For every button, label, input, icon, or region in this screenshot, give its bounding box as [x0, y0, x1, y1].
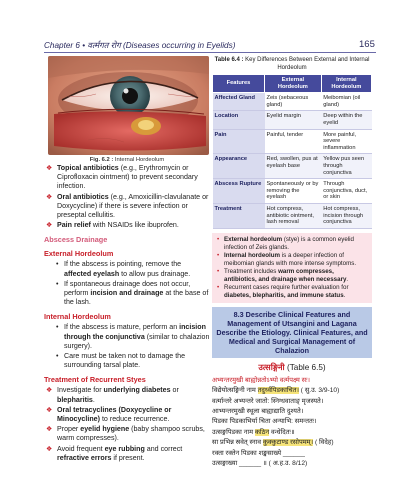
verse-highlight: कुक्कुटाण्ड रसोपमम्। — [262, 439, 314, 447]
summary-item — [216, 236, 368, 252]
verse-line: रक्ता रक्तेन पिडका शङ्खसाख्ये ______ — [212, 449, 305, 457]
table-row — [213, 154, 372, 179]
item-bold: blepharitis — [57, 395, 93, 404]
list-item — [44, 164, 210, 192]
bullet-dot-icon: • — [56, 323, 59, 332]
summary-item — [216, 284, 368, 300]
item-text: (e.g., Amoxicillin-clavulanate or Doxycycline) if there is severe infection or preseptal cellulitis. — [57, 192, 209, 220]
item-bold: warm compresses, antibiotics, and drainage when necessary — [224, 267, 347, 283]
running-header — [44, 40, 235, 51]
item-text: . — [346, 275, 349, 283]
table-label: Table 6.4 : — [214, 57, 244, 63]
table-cell: Red, swollen, pus at eyelash base — [265, 154, 322, 179]
list-item — [44, 445, 210, 463]
item-lead: Oral antibiotics — [57, 192, 109, 201]
table-cell: Yellow pus seen through conjunctiva — [321, 154, 371, 179]
verse-text: वन्धेदितः॥ — [269, 428, 295, 436]
diamond-bullet-icon: ❖ — [46, 426, 53, 434]
item-text: and correct — [144, 444, 183, 453]
table-cell: More painful, severe inflammation — [321, 129, 371, 154]
right-column — [212, 56, 372, 469]
list-item — [44, 425, 210, 443]
bullet-dot-icon: • — [56, 279, 59, 288]
item-bold: affected eyelash — [64, 269, 120, 278]
list-item — [44, 323, 210, 351]
list-item — [44, 352, 210, 370]
chapter-label: Chapter 6 — [44, 41, 80, 50]
bullet-dot-icon: • — [217, 251, 220, 259]
item-text: If the abscess is pointing, remove the — [64, 260, 182, 269]
verse-text: सा प्रभिन्न स्रवेत् स्नाव — [212, 439, 263, 447]
table-reference: (Table 6.5) — [286, 362, 326, 372]
deva-heading: उत्सङ्गिनी — [258, 362, 285, 372]
item-text: (baby shampoo scrubs, warm compresses). — [57, 425, 205, 443]
item-bold: diabetes, blepharitis, and immune status — [224, 291, 344, 299]
eye-illustration — [48, 56, 209, 155]
column-header: External Hordeolum — [265, 75, 322, 93]
sanskrit-verses — [212, 376, 372, 470]
summary-item — [216, 252, 368, 268]
item-text: if present. — [111, 453, 145, 462]
figure-label: Fig. 6.2 : — [89, 157, 114, 163]
bullet-dot-icon: • — [217, 267, 220, 275]
internal-hordeolum-heading: Internal Hordeolum — [44, 312, 111, 322]
item-text: Investigate for — [57, 386, 104, 395]
table-cell: Spontaneously or by removing the eyelash — [265, 179, 322, 204]
verse-ref: ( सु.उ. 3/9-10) — [298, 387, 340, 395]
verse-line: पिडका पिडकाभिर्या चिता अन्याभि: समन्ततः। — [212, 418, 317, 426]
verse-line: उत्सङ्गाख्या ______ ॥ ( अ.ह.उ. 8/12) — [212, 459, 308, 467]
table-row — [213, 179, 372, 204]
list-item — [44, 260, 210, 278]
table-cell: Hot compress, antibiotic ointment, lash removal — [265, 203, 322, 228]
table-caption — [212, 56, 372, 72]
summary-box — [212, 233, 372, 303]
diamond-bullet-icon: ❖ — [46, 387, 53, 395]
item-text: at the base of the lash. — [64, 289, 209, 307]
item-bold: Internal hordeolum — [224, 251, 281, 259]
item-bold: External hordeolum — [224, 235, 283, 243]
item-bold: underlying diabetes — [103, 386, 171, 395]
item-text: Avoid frequent — [57, 444, 105, 453]
header-rule — [44, 52, 376, 53]
item-text: Treatment includes — [224, 267, 279, 275]
item-text: (e.g., Erythromycin or Ciprofloxacin ointment) to prevent secondary infection. — [57, 164, 198, 191]
table-cell: Meibomian (oil gland) — [321, 93, 371, 111]
hordeolum-comparison-table — [212, 74, 372, 229]
figure-title: Internal Hordeolum — [114, 157, 165, 163]
item-text: If spontaneous drainage does not occur, perform — [64, 279, 191, 298]
verse-line — [212, 438, 372, 448]
list-item — [44, 221, 210, 230]
recurrent-styes-heading: Treatment of Recurrent Styes — [44, 375, 146, 385]
item-text: Proper — [57, 425, 81, 434]
item-lead: Pain relief — [57, 221, 91, 230]
item-text: or — [170, 386, 179, 395]
column-header: Internal Hordeolum — [321, 75, 371, 93]
verse-highlight: तदुर्ध्वपिडकाचित। — [257, 387, 299, 395]
table-cell: Painful, tender — [265, 129, 322, 154]
item-text: Care must be taken not to damage the surrounding tarsal plate. — [64, 352, 186, 370]
verse-line — [212, 386, 372, 396]
item-bold: eyelid hygiene — [80, 425, 130, 434]
table-row — [213, 111, 372, 129]
item-bold: incision and drainage — [90, 289, 164, 298]
item-text: (similar to chalazion surgery). — [64, 332, 210, 350]
item-text: . — [92, 395, 95, 404]
figure-caption — [44, 157, 210, 163]
item-text: to allow pus drainage. — [119, 269, 191, 278]
table-cell: Deep within the eyelid — [321, 111, 371, 129]
verse-line — [212, 428, 372, 438]
item-text: to reduce recurrence. — [99, 415, 170, 424]
item-bold: incision through the conjunctiva — [64, 323, 206, 341]
column-header: Features — [213, 75, 265, 93]
list-item — [44, 406, 210, 424]
verse-line: वर्त्मान्तरे अभ्यन्तरे जातो: स्निग्धवाताङ् मृजस्यते। — [212, 397, 324, 405]
item-lead: Topical antibiotics — [57, 164, 119, 172]
verse-line: अभ्यन्तरमुखी बाह्योन्नतोऽभ्यो वर्त्मपक्ष्म सः। — [212, 376, 310, 384]
verse-ref: ( विदेह) — [313, 439, 334, 447]
diamond-bullet-icon: ❖ — [46, 222, 53, 230]
bullet-dot-icon: • — [217, 235, 220, 243]
item-bold: eye rubbing — [104, 444, 145, 453]
bullet-dot-icon: • — [56, 260, 59, 269]
verse-text: विद्येयोत्सङ्गिनी नाम — [212, 387, 258, 395]
diamond-bullet-icon: ❖ — [46, 406, 53, 414]
table-row — [213, 203, 372, 228]
item-text: If the abscess is mature, perform an — [64, 323, 180, 332]
feature-cell: Abscess Rupture — [213, 179, 265, 204]
table-row — [213, 129, 372, 154]
feature-cell: Appearance — [213, 154, 265, 179]
summary-item — [216, 268, 368, 284]
diamond-bullet-icon: ❖ — [46, 165, 53, 172]
bullet-dot-icon: • — [56, 352, 59, 361]
left-column — [44, 56, 210, 463]
external-hordeolum-heading: External Hordeolum — [44, 249, 114, 259]
diamond-bullet-icon: ❖ — [46, 193, 53, 201]
chapter-title: • वर्त्मगत रोग (Diseases occurring in Eyelids) — [82, 41, 236, 50]
verse-text: उत्सङ्गपिडका नाम — [212, 428, 255, 436]
abscess-drainage-heading: Abscess Drainage — [44, 235, 108, 245]
feature-cell: Location — [213, 111, 265, 129]
section-heading: 8.3 Describe Clinical Features and Management of Utsangini and Lagana Describe the Etiology. Clinical Features, and Medical and Surgical Management of Chalazion — [212, 307, 372, 358]
feature-cell: Pain — [213, 129, 265, 154]
table-cell: Zeis (sebaceous gland) — [265, 93, 322, 111]
feature-cell: Affected Gland — [213, 93, 265, 111]
internal-hordeolum-photo — [48, 56, 209, 155]
item-text: Recurrent cases require further evaluation for — [224, 283, 349, 291]
item-text: is a deeper infection of meibomian glands with more intense symptoms. — [224, 251, 357, 267]
table-cell: Hot compress, incision through conjunctiva — [321, 203, 371, 228]
table-cell: Eyelid margin — [265, 111, 322, 129]
table-row — [213, 93, 372, 111]
table-cell: Through conjunctiva, duct, or skin — [321, 179, 371, 204]
utsangini-title — [212, 362, 372, 373]
item-text: (stye) is a common eyelid infection of Zeis glands. — [224, 235, 354, 251]
table-header-row — [213, 75, 372, 93]
diamond-bullet-icon: ❖ — [46, 445, 53, 453]
item-text: . — [343, 291, 346, 299]
list-item — [44, 280, 210, 308]
bullet-dot-icon: • — [217, 283, 220, 291]
feature-cell: Treatment — [213, 203, 265, 228]
list-item — [44, 193, 210, 221]
verse-highlight: कठिन — [254, 428, 270, 436]
page-number: 165 — [359, 39, 375, 50]
list-item — [44, 386, 210, 404]
table-title: Key Differences Between External and Internal Hordeolum — [245, 57, 370, 71]
item-bold: Oral tetracyclines (Doxycycline or Minocycline) — [57, 405, 172, 424]
item-bold: refractive errors — [57, 453, 112, 462]
verse-line: आभ्यन्तरमुखी स्थूला बाह्याद्याति दुश्यते। — [212, 407, 304, 415]
item-text: with NSAIDs like ibuprofen. — [90, 221, 179, 230]
